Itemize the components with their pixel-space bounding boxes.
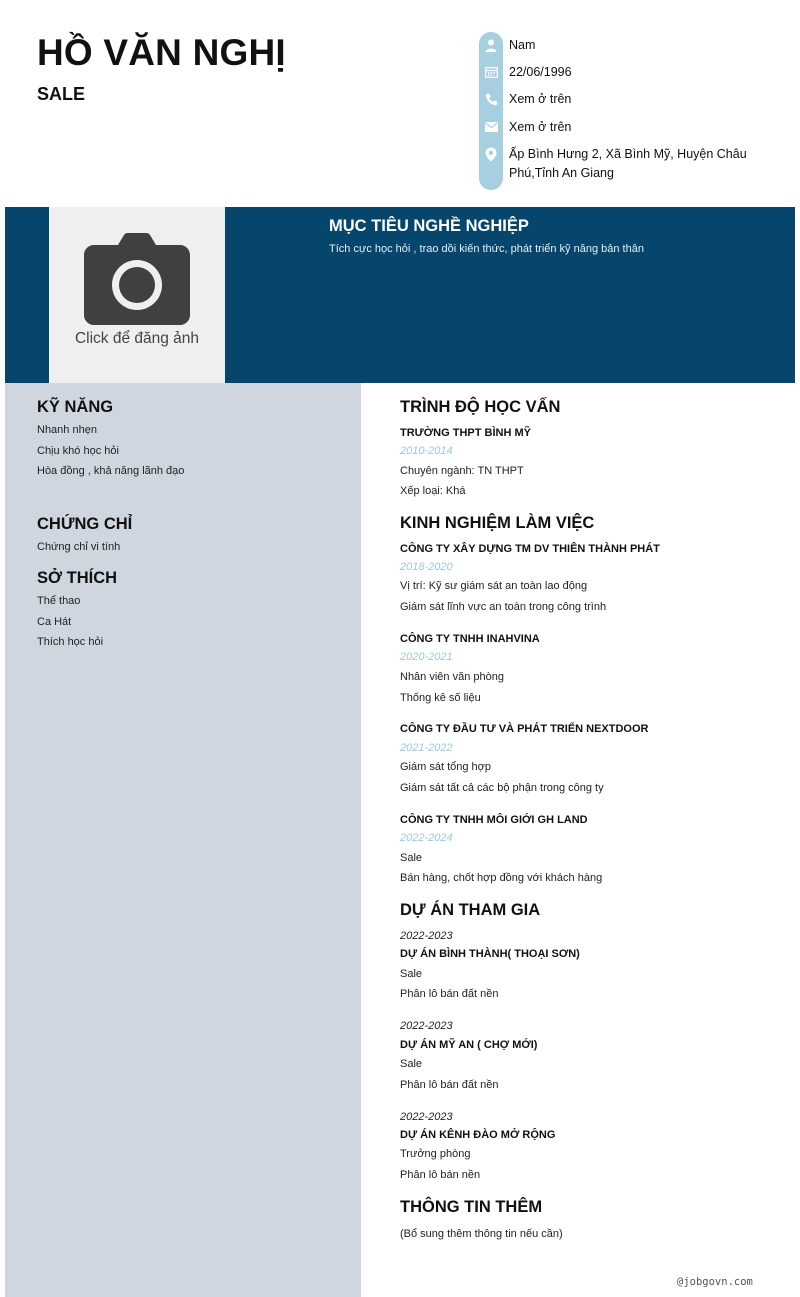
project-period: 2022-2023	[400, 930, 453, 942]
experience-title: KINH NGHIỆM LÀM VIỆC	[400, 514, 595, 532]
skills-title: KỸ NĂNG	[37, 398, 114, 416]
experience-position: Giám sát tổng hợp	[400, 761, 491, 773]
project-name: DỰ ÁN BÌNH THÀNH( THOẠI SƠN)	[400, 948, 580, 960]
project-desc: Phân lô bán đất nền	[400, 988, 499, 1000]
project-role: Trưởng phòng	[400, 1148, 471, 1160]
hobby-item: Thể thao	[37, 595, 81, 607]
experience-company: CÔNG TY TNHH MÔI GIỚI GH LAND	[400, 814, 588, 826]
project-name: DỰ ÁN KÊNH ĐÀO MỞ RỘNG	[400, 1129, 556, 1141]
school-name: TRƯỜNG THPT BÌNH MỸ	[400, 427, 531, 439]
experience-company: CÔNG TY ĐẦU TƯ VÀ PHÁT TRIỂN NEXTDOOR	[400, 723, 649, 735]
education-grade: Xếp loại: Khá	[400, 485, 466, 497]
calendar-icon	[479, 63, 503, 81]
projects-title: DỰ ÁN THAM GIA	[400, 901, 541, 919]
contact-phone	[479, 90, 769, 109]
experience-period: 2020-2021	[400, 651, 453, 663]
photo-caption: Click để đăng ảnh	[74, 330, 200, 347]
candidate-name: HỒ VĂN NGHỊ	[37, 32, 286, 73]
experience-desc: Giám sát lĩnh vực an toàn trong công trình	[400, 601, 607, 613]
contact-address	[479, 145, 769, 183]
contact-birthday	[479, 63, 769, 82]
project-role: Sale	[400, 1058, 423, 1070]
contact-gender	[479, 36, 769, 55]
education-title: TRÌNH ĐỘ HỌC VẤN	[400, 398, 561, 416]
project-period: 2022-2023	[400, 1111, 453, 1123]
project-desc: Phân lô bán nền	[400, 1169, 481, 1181]
experience-period: 2022-2024	[400, 832, 453, 844]
project-role: Sale	[400, 968, 423, 980]
hobby-item: Ca Hát	[37, 616, 72, 628]
job-title: SALE	[37, 84, 86, 104]
experience-period: 2018-2020	[400, 561, 453, 573]
hobbies-title: SỞ THÍCH	[37, 569, 118, 587]
camera-icon	[84, 233, 190, 330]
phone-icon	[479, 90, 503, 108]
skill-item: Hòa đồng , khả năng lãnh đạo	[37, 465, 185, 477]
hobby-item: Thích học hỏi	[37, 636, 104, 648]
education-major: Chuyên ngành: TN THPT	[400, 465, 524, 477]
person-icon	[479, 36, 503, 54]
mail-icon	[479, 118, 503, 136]
contact-email	[479, 118, 769, 137]
watermark: @jobgovn.com	[677, 1276, 753, 1288]
certificate-item: Chứng chỉ vi tính	[37, 541, 121, 553]
project-period: 2022-2023	[400, 1020, 453, 1032]
experience-position: Sale	[400, 852, 423, 864]
project-desc: Phân lô bán đất nền	[400, 1079, 499, 1091]
email-value: Xem ở trên	[509, 120, 572, 134]
experience-position: Vị trí: Kỹ sư giám sát an toàn lao động	[400, 580, 588, 592]
birthday-value: 22/06/1996	[509, 65, 572, 79]
skill-item: Chịu khó học hỏi	[37, 445, 119, 457]
gender-value: Nam	[509, 38, 536, 52]
objective-title: MỤC TIÊU NGHỀ NGHIỆP	[329, 217, 529, 235]
skill-item: Nhanh nhẹn	[37, 424, 97, 436]
experience-desc: Giám sát tất cả các bộ phận trong công ty	[400, 782, 604, 794]
certificates-title: CHỨNG CHỈ	[37, 515, 133, 533]
experience-company: CÔNG TY TNHH INAHVINA	[400, 633, 540, 645]
project-name: DỰ ÁN MỸ AN ( CHỢ MỚI)	[400, 1039, 538, 1051]
address-value: Ấp Bình Hưng 2, Xã Bình Mỹ, Huyện Châu Phú,Tỉnh An Giang	[509, 147, 747, 180]
education-period: 2010-2014	[400, 445, 453, 457]
experience-desc: Bán hàng, chốt hợp đồng với khách hàng	[400, 872, 603, 884]
additional-text: (Bổ sung thêm thông tin nếu cần)	[400, 1228, 563, 1240]
location-pin-icon	[479, 145, 503, 163]
experience-position: Nhân viên văn phòng	[400, 671, 504, 683]
experience-desc: Thống kê số liệu	[400, 692, 481, 704]
photo-upload[interactable]	[49, 207, 225, 383]
experience-company: CÔNG TY XÂY DỰNG TM DV THIÊN THÀNH PHÁT	[400, 543, 660, 555]
additional-title: THÔNG TIN THÊM	[400, 1198, 543, 1216]
objective-text: Tích cực học hỏi , trao dồi kiến thức, phát triển kỹ năng bản thân	[329, 243, 644, 255]
experience-period: 2021-2022	[400, 742, 453, 754]
phone-value: Xem ở trên	[509, 92, 572, 106]
